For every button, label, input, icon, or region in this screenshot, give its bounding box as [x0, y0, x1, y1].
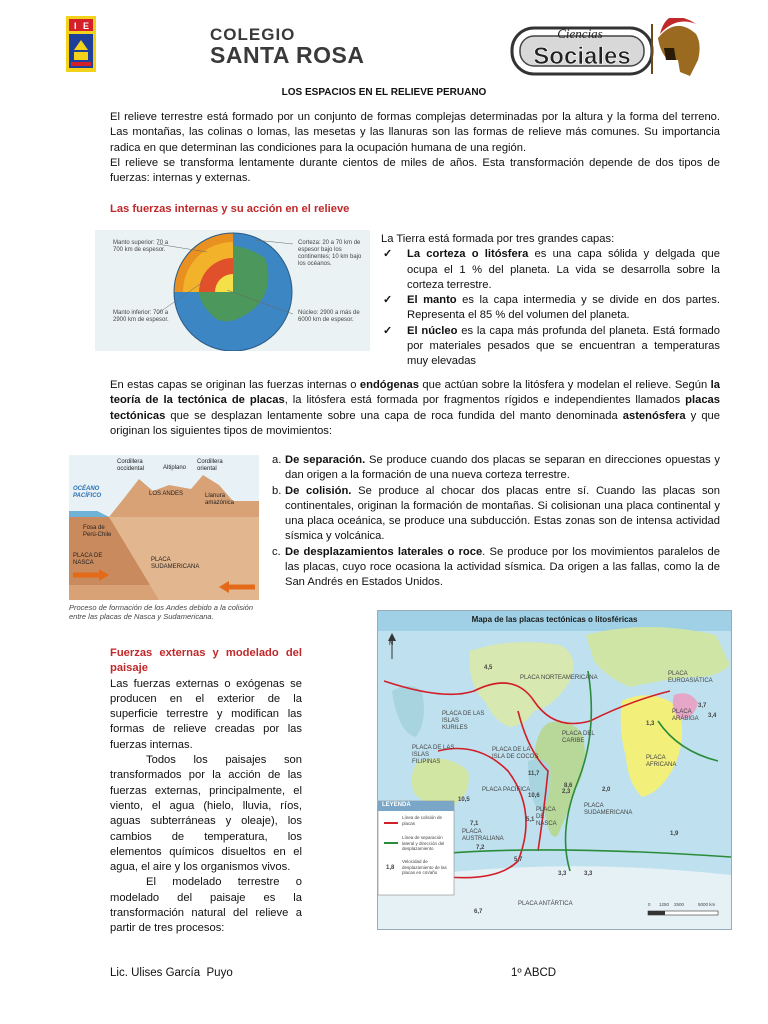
- speed-value: 6,7: [474, 909, 483, 915]
- speed-value: 10,5: [458, 797, 470, 803]
- andes-formation-figure: [69, 455, 259, 600]
- plate-movements-list: [272, 453, 720, 591]
- endogenous-paragraph: En estas capas se originan las fuerzas internas o endógenas que actúan sobre la litósfera y modelan el relieve. Según la teoría de la tectónica de placas, la litósfera está formada por fragmentos rígidos e independientes llamados placas tectónicas que se desplazan lentamente sobre una capa de roca fundida del manto denominada astenósfera y que originan los siguientes tipos de movimientos:: [110, 379, 721, 437]
- svg-text:Sociales: Sociales: [533, 43, 631, 70]
- plate-label-arabiga: PLACA ARÁBIGA: [672, 709, 699, 722]
- speed-value: 2,0: [602, 787, 611, 793]
- legend-separation: Línea de separación lateral y dirección del desplazamiento: [402, 835, 445, 851]
- svg-text:E: E: [83, 21, 90, 31]
- scale-label: 1250: [659, 902, 670, 907]
- llanura-label: Llanura amazónica: [205, 493, 235, 506]
- movement-item: a. De separación. Se produce cuando dos placas se separan en direcciones opuestas y dan origen a la formación de una nueva corteza terrestre.: [272, 454, 720, 482]
- plate-label-cocos: PLACA DE LA ISLA DE COCOS: [492, 747, 539, 760]
- speed-value: 5,1: [526, 817, 535, 823]
- speed-value: 5,7: [514, 857, 523, 863]
- tectonic-plates-map: [377, 610, 732, 930]
- footer-grade: 1º ABCD: [511, 967, 557, 979]
- scale-label: 5000 km: [698, 902, 716, 907]
- legend-title: LEYENDA: [382, 802, 411, 808]
- movement-item: c. De desplazamientos laterales o roce. Se produce por los movimientos paralelos de las placas, cuyo roce ocasiona la actividad sísmica. Da origen a las fallas, como la de San Andrés en Estados Unidos.: [272, 545, 720, 589]
- speed-value: 8,6: [564, 783, 573, 789]
- speed-value: 1,9: [670, 831, 679, 837]
- school-name-line2: SANTA ROSA: [210, 42, 365, 68]
- external-paragraph-1: Las fuerzas externas o exógenas se producen en el exterior de la superficie terrestre y modifican las formas de relieve creadas por las fuerzas internas.: [110, 677, 302, 751]
- speed-value: 3,3: [558, 871, 567, 877]
- lower-mantle-label: Manto inferior: 700 a 2900 km de espesor.: [113, 310, 169, 323]
- speed-value: 3,3: [584, 871, 593, 877]
- footer-author: Lic. Ulises García Puyo: [110, 967, 233, 979]
- plate-label-africana: PLACA AFRICANA: [646, 755, 677, 768]
- internal-forces-heading: Las fuerzas internas y su acción en el relieve: [110, 203, 350, 215]
- cordillera-oriental-label: Cordillera oriental: [197, 459, 223, 472]
- cordillera-occidental-label: Cordillera occidental: [117, 459, 145, 472]
- check-icon: ✓: [383, 248, 393, 261]
- speed-value: 4,5: [484, 665, 493, 671]
- scale-label: 2500: [674, 902, 685, 907]
- layers-intro: La Tierra está formada por tres grandes capas:: [381, 233, 615, 245]
- scale-label: 0: [648, 902, 651, 907]
- legend-speed-example: 1,8: [386, 865, 395, 871]
- south-american-plate-label: PLACA SUDAMERICANA: [151, 557, 200, 570]
- map-title: Mapa de las placas tectónicas o litosféricas: [471, 615, 638, 624]
- earth-layers-figure: [95, 230, 370, 351]
- layer-item: ✓ La corteza o litósfera es una capa sólida y delgada que ocupa el 1 % del planeta. La vida se desarrolla sobre la corteza terrestre.: [383, 248, 720, 291]
- earth-layers-list: [381, 232, 720, 370]
- plate-label-filipinas: PLACA DE LAS ISLAS FILIPINAS: [412, 745, 455, 765]
- world-plates-map: [378, 611, 731, 929]
- check-icon: ✓: [383, 294, 393, 307]
- movement-item: b. De colisión. Se produce al chocar dos placas entre sí. Cuando las placas son continentales, originan la formación de montañas. Si colisionan una placa continental y una placa oceánica, se produce una subducción. Estas zonas son de intensa actividad sísmica y volcánica.: [272, 484, 720, 543]
- speed-value: 11,7: [528, 771, 540, 777]
- intro-paragraph-1: El relieve terrestre está formado por un conjunto de formas complejas determinadas por la altura y la forma del terreno. Las montañas, las colinas o lomas, las mesetas y las llanuras son las formas de relieve más comunes. Su importancia radica en que determinan las condiciones para la ocupación humana de una región.: [110, 111, 720, 154]
- svg-text:I: I: [74, 21, 77, 31]
- plate-label-caribe: PLACA DEL CARIBE: [562, 731, 595, 744]
- external-forces-column: [110, 646, 302, 937]
- plate-label-antartica: PLACA ANTÁRTICA: [518, 901, 573, 907]
- nasca-plate-label: PLACA DE NASCA: [73, 553, 103, 566]
- altiplano-label: Altiplano: [163, 465, 187, 471]
- school-name-line1: COLEGIO: [210, 25, 296, 44]
- ciencias-sociales-logo: [508, 18, 704, 80]
- core-label: Núcleo: 2900 a más de 6000 km de espesor.: [298, 310, 360, 323]
- upper-mantle-label: Manto superior: 70 a 700 km de espesor.: [113, 240, 169, 253]
- speed-value: 2,3: [562, 789, 571, 795]
- intro-paragraph-2: El relieve se transforma lentamente durante cientos de miles de años. Esta transformación depende de dos tipos de fuerzas: internas y externas.: [110, 156, 720, 185]
- speed-value: 1,3: [646, 721, 655, 727]
- andes-label: LOS ANDES: [149, 491, 184, 497]
- layer-item: ✓ El núcleo es la capa más profunda del planeta. Está formado por materiales pesados que se encuentran a temperaturas muy elevadas: [383, 324, 720, 368]
- plate-label-sudamericana: PLACA SUDAMERICANA: [584, 803, 633, 816]
- speed-value: 3,7: [698, 703, 707, 709]
- fosa-label: Fosa de Perú-Chile: [83, 525, 112, 538]
- external-paragraph-2: Todos los paisajes son transformados por la acción de las fuerzas externas, principalmente, el viento, el agua (hielo, lluvia, ríos, aguas subterráneas y oleaje), los cambios de temperatura, los elementos químicos disueltos en el agua, el aire y los organismos vivos.: [110, 754, 302, 874]
- speed-value: 10,6: [528, 793, 540, 799]
- intro-text: [110, 110, 720, 186]
- external-forces-heading: Fuerzas externas y modelado del paisaje: [110, 647, 302, 675]
- plate-label-norteamericana: PLACA NORTEAMERICANA: [520, 675, 598, 681]
- plate-label-kuriles: PLACA DE LAS ISLAS KURILES: [442, 711, 485, 731]
- svg-text:Ciencias: Ciencias: [557, 26, 603, 41]
- school-name: [210, 26, 365, 67]
- plate-label-euroasiatica: PLACA EUROASIÁTICA: [668, 671, 713, 684]
- legend-speed: Velocidad de desplazamiento de las placas en cm/año: [402, 859, 447, 875]
- plate-label-pacifica: PLACA PACÍFICA: [482, 787, 531, 793]
- speed-value: 7,1: [470, 821, 479, 827]
- document-title: LOS ESPACIOS EN EL RELIEVE PERUANO: [281, 87, 487, 98]
- legend-collision: Línea de colisión de placas: [402, 815, 443, 826]
- plate-label-nasca: PLACA DE NASCA: [536, 807, 557, 827]
- ocean-label: OCÉANO PACÍFICO: [73, 486, 102, 499]
- plate-label-australiana: PLACA AUSTRALIANA: [462, 829, 504, 842]
- layer-item: ✓ El manto es la capa intermedia y se divide en dos partes. Representa el 85 % del volumen del planeta.: [383, 294, 720, 322]
- andes-caption: Proceso de formación de los Andes debido a la colisión entre las placas de Nasca y Sudamericana.: [69, 603, 253, 622]
- speed-value: 7,2: [476, 845, 485, 851]
- check-icon: ✓: [383, 324, 393, 337]
- external-paragraph-3: El modelado terrestre o modelado del paisaje es la transformación natural del relieve a partir de tres procesos:: [110, 876, 302, 935]
- crust-label: Corteza: 20 a 70 km de espesor bajo los continentes; 10 km bajo los océanos.: [298, 240, 362, 267]
- school-crest: [66, 16, 96, 72]
- north-label: N: [389, 641, 394, 647]
- speed-value: 3,4: [708, 713, 717, 719]
